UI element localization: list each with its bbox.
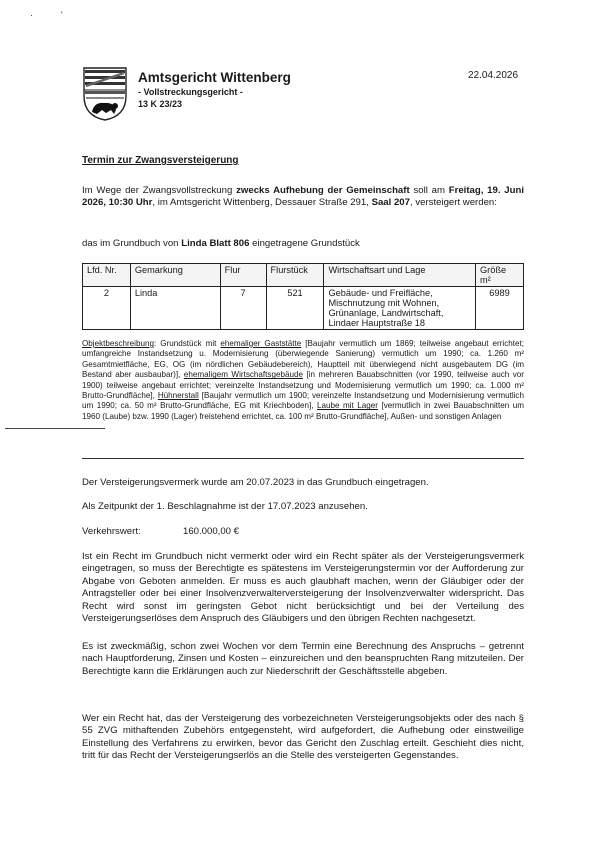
paragraph-wer-ein-recht: Wer ein Recht hat, das der Versteigerung des vorbezeichneten Versteigerungsobjekts oder des nach § 55 ZVG mithaftenden Zubehörs entgegensteht, wird aufgefordert, die Aufhebung oder einstweilige Einstellung des Verfahrens zu erwirken, bevor das Gericht den Zuschlag erteilt. Geschieht dies nicht, tritt für das Recht der Versteigerungserlös an die Stelle des versteigerten Gegenstandes. [82, 713, 524, 762]
col-header-groesse: Größe m² [476, 264, 524, 287]
grundbuch-line [82, 238, 524, 250]
table-row [83, 287, 524, 330]
document-heading: Termin zur Zwangsversteigerung [82, 155, 239, 166]
intro-text-2: soll am [409, 185, 449, 196]
verkehrswert-label: Verkehrswert: [82, 526, 141, 537]
cell-wirtschaftsart: Gebäude- und Freifläche, Mischnutzung mit Wohnen, Grünanlage, Landwirtschaft, Lindaer Hauptstraße 18 [324, 287, 476, 330]
col-header-gemarkung: Gemarkung [130, 264, 220, 287]
document-date: 22.04.2026 [468, 70, 519, 81]
object-text-2: [Baujahr vermutlich um 1869; teilweise angebaut errichtet; umfangreiche Instandsetzung u. Modernisierung (überwiegende Sanierung) vermutlich um 1990; ca. 1.260 m² Gesamtmietfläche, EG, OG (im nördlichen Gebäudebereich), Hauptteil mit überwiegend nicht ausgebautem DG (im Bestand aber ausbaubar)], [82, 339, 524, 380]
object-text-1: : Grundstück mit [154, 339, 221, 348]
cell-gemarkung: Linda [130, 287, 220, 330]
col-header-flurstueck: Flurstück [266, 264, 324, 287]
grundbuch-reference: Linda Blatt 806 [181, 238, 250, 249]
auction-date: Freitag, 19. Juni 2026, 10:30 Uhr [82, 185, 524, 209]
court-department: - Vollstreckungsgericht - [138, 87, 243, 97]
court-name: Amtsgericht Wittenberg [138, 70, 291, 85]
section-divider [82, 458, 524, 459]
beschlagnahme-line: Als Zeitpunkt der 1. Beschlagnahme ist der 17.07.2023 anzusehen. [82, 501, 368, 512]
scan-specks: ·' [30, 10, 91, 20]
vermerk-line: Der Versteigerungsvermerk wurde am 20.07.2023 in das Grundbuch eingetragen. [82, 477, 429, 488]
object-description [82, 339, 524, 422]
case-number: 13 K 23/23 [138, 99, 183, 109]
object-text-4: [Baujahr vermutlich um 1900; vereinzelte Instandsetzung und Modernisierung vermutlich um 1990; ca. 50 m² Brutto-Grundfläche, EG mit Kriechboden], [82, 391, 524, 411]
auction-room: Saal 207 [371, 197, 410, 209]
cell-lfd-nr: 2 [83, 287, 131, 330]
verkehrswert-amount: 160.000,00 € [183, 526, 240, 537]
grundbuch-text-2: eingetragene Grundstück [249, 238, 360, 249]
object-building-wirtschaftsgebaeude: ehemaligem Wirtschaftsgebäude [183, 370, 303, 380]
object-building-laube: Laube mit Lager [317, 401, 378, 411]
col-header-flur: Flur [220, 264, 266, 287]
col-header-wirtschaftsart: Wirtschaftsart und Lage [324, 264, 476, 287]
object-building-huehnerstall: Hühnerstall [157, 391, 199, 401]
intro-text-3: , im Amtsgericht Wittenberg, Dessauer Straße 291, [152, 197, 372, 209]
table-header-row [83, 264, 524, 287]
grundbuch-text-1: das im Grundbuch von [82, 238, 182, 249]
intro-text-4: , versteigert werden: [409, 197, 497, 209]
cell-flur: 7 [220, 287, 266, 330]
object-building-gaststaette: ehemaliger Gaststätte [220, 339, 302, 348]
cell-flurstueck: 521 [266, 287, 324, 330]
intro-purpose: zwecks Aufhebung der Gemeinschaft [236, 185, 410, 196]
saxony-anhalt-coat-of-arms-icon [82, 66, 128, 122]
object-description-label: Objektbeschreibung [82, 339, 154, 348]
property-table [82, 263, 524, 330]
paragraph-zweckmaessig: Es ist zweckmäßig, schon zwei Wochen vor dem Termin eine Berechnung des Anspruchs – getrennt nach Hauptforderung, Zinsen und Kosten – einzureichen und den beanspruchten Rang mitzuteilen. Der Berechtigte kann die Erklärungen auch zur Niederschrift der Geschäftsstelle abgeben. [82, 641, 524, 677]
object-text-3: [in mehreren Bauabschnitten (vor 1990, teilweise auch vor 1900) teilweise angebaut errichtet; vereinzelte Instandsetzung und Modernisierung vermutlich um 1990; ca. 1.000 m² Brutto-Grundfläche], [82, 370, 524, 401]
cell-groesse: 6989 [476, 287, 524, 330]
paragraph-recht: Ist ein Recht im Grundbuch nicht vermerkt oder wird ein Recht später als der Versteigerungsvermerk eingetragen, so muss der Berechtigte es spätestens im Versteigerungstermin vor der Aufforderung zur Abgabe von Geboten anmelden. Er muss es auch glaubhaft machen, wenn der Gläubiger oder der Antragsteller oder bei einer Insolvenzverwalterversteigerung der Insolvenzverwalter widerspricht. Das Recht wird sonst im geringsten Gebot nicht berücksichtigt und bei der Verteilung des Versteigerungserlöses dem Anspruch des Gläubigers und den übrigen Rechten nachgesetzt. [82, 551, 524, 625]
col-header-lfd-nr: Lfd. Nr. [83, 264, 131, 287]
object-text-5: [vermutlich in zwei Bauabschnitten um 1960 (Laube) bzw. 1990 (Lager) freistehend errichtet, ca. 100 m² Brutto-Grundfläche], Außen- und sonstigen Anlagen [82, 401, 524, 421]
intro-text-1: Im Wege der Zwangsvollstreckung [82, 185, 237, 196]
intro-paragraph [82, 185, 524, 210]
scan-line-artifact [5, 428, 105, 429]
